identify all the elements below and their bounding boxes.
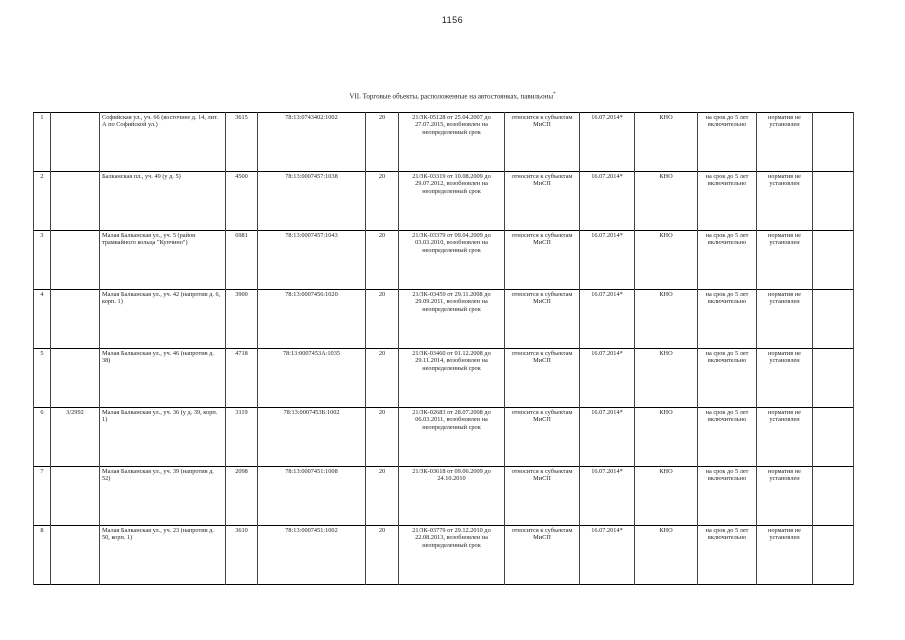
cell-empty-cell: [813, 467, 854, 526]
cell-norm: норматив не установлен: [757, 290, 813, 349]
cell-object-code: [51, 172, 100, 231]
cell-row-number: 6: [34, 408, 51, 467]
cell-relation: относится к субъектам МиСП: [505, 526, 580, 585]
cell-address: Малая Балканская ул., уч. 46 (напротив д. 38): [100, 349, 226, 408]
cell-object-code: 3/2992: [51, 408, 100, 467]
cell-area: 6981: [226, 231, 258, 290]
cell-norm: норматив не установлен: [757, 467, 813, 526]
cell-object-code: [51, 231, 100, 290]
cell-norm: норматив не установлен: [757, 408, 813, 467]
cell-address: Малая Балканская ул., уч. 39 (напротив д. 52): [100, 467, 226, 526]
cell-object-type: КНО: [635, 467, 698, 526]
cell-date: 16.07.2014*: [580, 172, 635, 231]
table-row: [34, 526, 854, 585]
cell-empty-cell: [813, 290, 854, 349]
cell-empty-cell: [813, 231, 854, 290]
table-row: [34, 467, 854, 526]
cell-area: 3119: [226, 408, 258, 467]
cell-row-number: 4: [34, 290, 51, 349]
page-number: 1156: [441, 15, 464, 25]
cell-norm: норматив не установлен: [757, 113, 813, 172]
cell-empty-cell: [813, 408, 854, 467]
cell-object-type: КНО: [635, 349, 698, 408]
cell-date: 16.07.2014*: [580, 231, 635, 290]
cell-contract: 21/ЗК-02683 от 28.07.2008 до 06.03.2011, возобновлен на неопределенный срок: [399, 408, 505, 467]
cell-term: на срок до 5 лет включительно: [698, 231, 757, 290]
cell-object-code: [51, 290, 100, 349]
cell-cadastral-number: 78:13:0007457:1043: [258, 231, 366, 290]
cell-date: 16.07.2014*: [580, 526, 635, 585]
table-row: [34, 408, 854, 467]
cell-norm: норматив не установлен: [757, 526, 813, 585]
cell-address: Малая Балканская ул., уч. 36 (у д. 39, корп. 1): [100, 408, 226, 467]
cell-empty-cell: [813, 526, 854, 585]
table-row: [34, 231, 854, 290]
cell-value: 20: [366, 290, 399, 349]
cell-relation: относится к субъектам МиСП: [505, 290, 580, 349]
cell-cadastral-number: 78:13:0743402:1002: [258, 113, 366, 172]
cell-address: Малая Балканская ул., уч. 23 (напротив д. 50, корп. 1): [100, 526, 226, 585]
cell-date: 16.07.2014*: [580, 290, 635, 349]
cell-area: 3610: [226, 526, 258, 585]
cell-norm: норматив не установлен: [757, 231, 813, 290]
cell-cadastral-number: 78:13:0007453Б:1002: [258, 408, 366, 467]
cell-value: 20: [366, 467, 399, 526]
section-title-text: VII. Торговые объекты, расположенные на автостоянках, павильоны: [349, 92, 554, 101]
cell-row-number: 3: [34, 231, 51, 290]
cell-term: на срок до 5 лет включительно: [698, 467, 757, 526]
cell-term: на срок до 5 лет включительно: [698, 408, 757, 467]
cell-row-number: 2: [34, 172, 51, 231]
table-body: [34, 113, 854, 585]
cell-date: 16.07.2014*: [580, 467, 635, 526]
cell-date: 16.07.2014*: [580, 408, 635, 467]
cell-object-code: [51, 113, 100, 172]
cell-cadastral-number: 78:13:0007451:1008: [258, 467, 366, 526]
table-row: [34, 290, 854, 349]
cell-relation: относится к субъектам МиСП: [505, 231, 580, 290]
cell-address: Малая Балканская ул., уч. 5 (район трамвайного кольца "Купчино"): [100, 231, 226, 290]
cell-contract: 21/ЗК-05128 от 25.04.2007 до 27.07.2015, возобновлен на неопределенный срок: [399, 113, 505, 172]
cell-relation: относится к субъектам МиСП: [505, 467, 580, 526]
cell-area: 3615: [226, 113, 258, 172]
cell-date: 16.07.2014*: [580, 349, 635, 408]
cell-address: Балканская пл., уч. 49 (у д. 5): [100, 172, 226, 231]
cell-cadastral-number: 78:13:0007451:1002: [258, 526, 366, 585]
cell-contract: 21/ЗК-03460 от 01.12.2008 до 29.11.2014, возобновлен на неопределенный срок: [399, 349, 505, 408]
cell-cadastral-number: 78:13:0007456:1020: [258, 290, 366, 349]
cell-cadastral-number: 78:13:0007457:1038: [258, 172, 366, 231]
section-title-footnote-mark: *: [553, 92, 556, 97]
cell-relation: относится к субъектам МиСП: [505, 172, 580, 231]
cell-object-code: [51, 467, 100, 526]
cell-area: 2098: [226, 467, 258, 526]
cell-term: на срок до 5 лет включительно: [698, 526, 757, 585]
cell-value: 20: [366, 526, 399, 585]
cell-contract: 21/ЗК-03379 от 09.04.2009 до 03.03.2010, возобновлен на неопределенный срок: [399, 231, 505, 290]
cell-row-number: 8: [34, 526, 51, 585]
cell-object-code: [51, 349, 100, 408]
cell-empty-cell: [813, 349, 854, 408]
cell-value: 20: [366, 349, 399, 408]
cell-area: 4500: [226, 172, 258, 231]
cell-object-type: КНО: [635, 172, 698, 231]
cell-term: на срок до 5 лет включительно: [698, 349, 757, 408]
table-row: [34, 349, 854, 408]
section-title: [0, 92, 905, 100]
cell-term: на срок до 5 лет включительно: [698, 172, 757, 231]
cell-contract: 21/ЗК-03779 от 29.12.2010 до 22.08.2013, возобновлен на неопределенный срок: [399, 526, 505, 585]
cell-area: 4718: [226, 349, 258, 408]
cell-object-type: КНО: [635, 408, 698, 467]
cell-object-type: КНО: [635, 113, 698, 172]
cell-value: 20: [366, 172, 399, 231]
cell-empty-cell: [813, 172, 854, 231]
cell-value: 20: [366, 113, 399, 172]
cell-contract: 21/ЗК-03319 от 10.08.2009 до 29.07.2012, возобновлен на неопределенный срок: [399, 172, 505, 231]
cell-contract: 21/ЗК-03618 от 09.06.2009 до 24.10.2010: [399, 467, 505, 526]
cell-row-number: 7: [34, 467, 51, 526]
cell-object-type: КНО: [635, 290, 698, 349]
cell-address: Софийская ул., уч. 66 (восточнее д. 14, лит. А по Софийской ул.): [100, 113, 226, 172]
cell-term: на срок до 5 лет включительно: [698, 290, 757, 349]
cell-date: 16.07.2014*: [580, 113, 635, 172]
table-row: [34, 113, 854, 172]
cell-row-number: 5: [34, 349, 51, 408]
cell-object-type: КНО: [635, 526, 698, 585]
cell-norm: норматив не установлен: [757, 349, 813, 408]
cell-value: 20: [366, 231, 399, 290]
cell-object-type: КНО: [635, 231, 698, 290]
cell-value: 20: [366, 408, 399, 467]
cell-row-number: 1: [34, 113, 51, 172]
cell-contract: 21/ЗК-03459 от 29.11.2008 до 29.09.2011, возобновлен на неопределенный срок: [399, 290, 505, 349]
cell-object-code: [51, 526, 100, 585]
cell-cadastral-number: 78:13:0007453А:1035: [258, 349, 366, 408]
cell-norm: норматив не установлен: [757, 172, 813, 231]
cell-term: на срок до 5 лет включительно: [698, 113, 757, 172]
trade-objects-table: [33, 112, 854, 585]
cell-empty-cell: [813, 113, 854, 172]
cell-area: 3900: [226, 290, 258, 349]
cell-relation: относится к субъектам МиСП: [505, 408, 580, 467]
cell-address: Малая Балканская ул., уч. 42 (напротив д. 6, корп. 1): [100, 290, 226, 349]
cell-relation: относится к субъектам МиСП: [505, 349, 580, 408]
table-row: [34, 172, 854, 231]
cell-relation: относится к субъектам МиСП: [505, 113, 580, 172]
